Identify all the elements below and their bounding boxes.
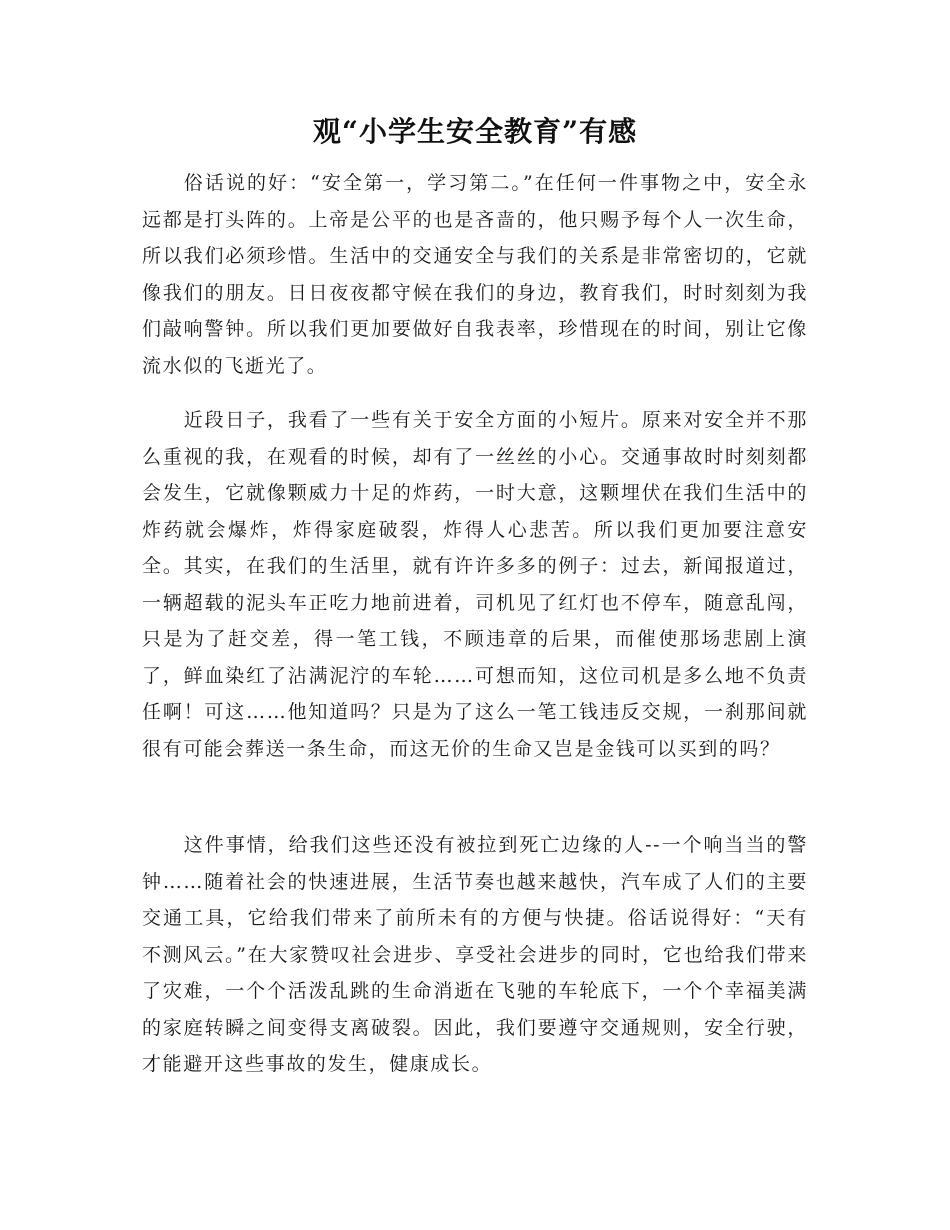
- document-title: 观“小学生安全教育”有感: [312, 115, 638, 148]
- paragraph-2: 近段日子，我看了一些有关于安全方面的小短片。原来对安全并不那么重视的我，在观看的时候，却有了一丝丝的小心。交通事故时时刻刻都会发生，它就像颗威力十足的炸药，一时大意，这颗埋伏在我们生活中的炸药就会爆炸，炸得家庭破裂，炸得人心悲苦。所以我们更加要注意安全。其实，在我们的生活里，就有许许多多的例子：过去，新闻报道过，一辆超载的泥头车正吃力地前进着，司机见了红灯也不停车，随意乱闯，只是为了赶交差，得一笔工钱，不顾违章的后果，而催使那场悲剧上演了，鲜血染红了沾满泥泞的车轮……可想而知，这位司机是多么地不负责任啊！可这……他知道吗？只是为了这么一笔工钱违反交规，一刹那间就很有可能会葬送一条生命，而这无价的生命又岂是金钱可以买到的吗？: [142, 409, 808, 760]
- paragraph-3: 这件事情，给我们这些还没有被拉到死亡边缘的人--一个响当当的警钟……随着社会的快速进展，生活节奏也越来越快，汽车成了人们的主要交通工具，它给我们带来了前所未有的方便与快捷。俗话说得好：“天有不测风云。”在大家赞叹社会进步、享受社会进步的同时，它也给我们带来了灾难，一个个活泼乱跳的生命消逝在飞驰的车轮底下，一个个幸福美满的家庭转瞬之间变得支离破裂。因此，我们要遵守交通规则，安全行驶，才能避开这些事故的发生，健康成长。: [142, 834, 808, 1075]
- paragraph-1: 俗话说的好：“安全第一，学习第二。”在任何一件事物之中，安全永远都是打头阵的。上帝是公平的也是吝啬的，他只赐予每个人一次生命，所以我们必须珍惜。生活中的交通安全与我们的关系是非常密切的，它就像我们的朋友。日日夜夜都守候在我们的身边，教育我们，时时刻刻为我们敲响警钟。所以我们更加要做好自我表率，珍惜现在的时间，别让它像流水似的飞逝光了。: [142, 172, 808, 377]
